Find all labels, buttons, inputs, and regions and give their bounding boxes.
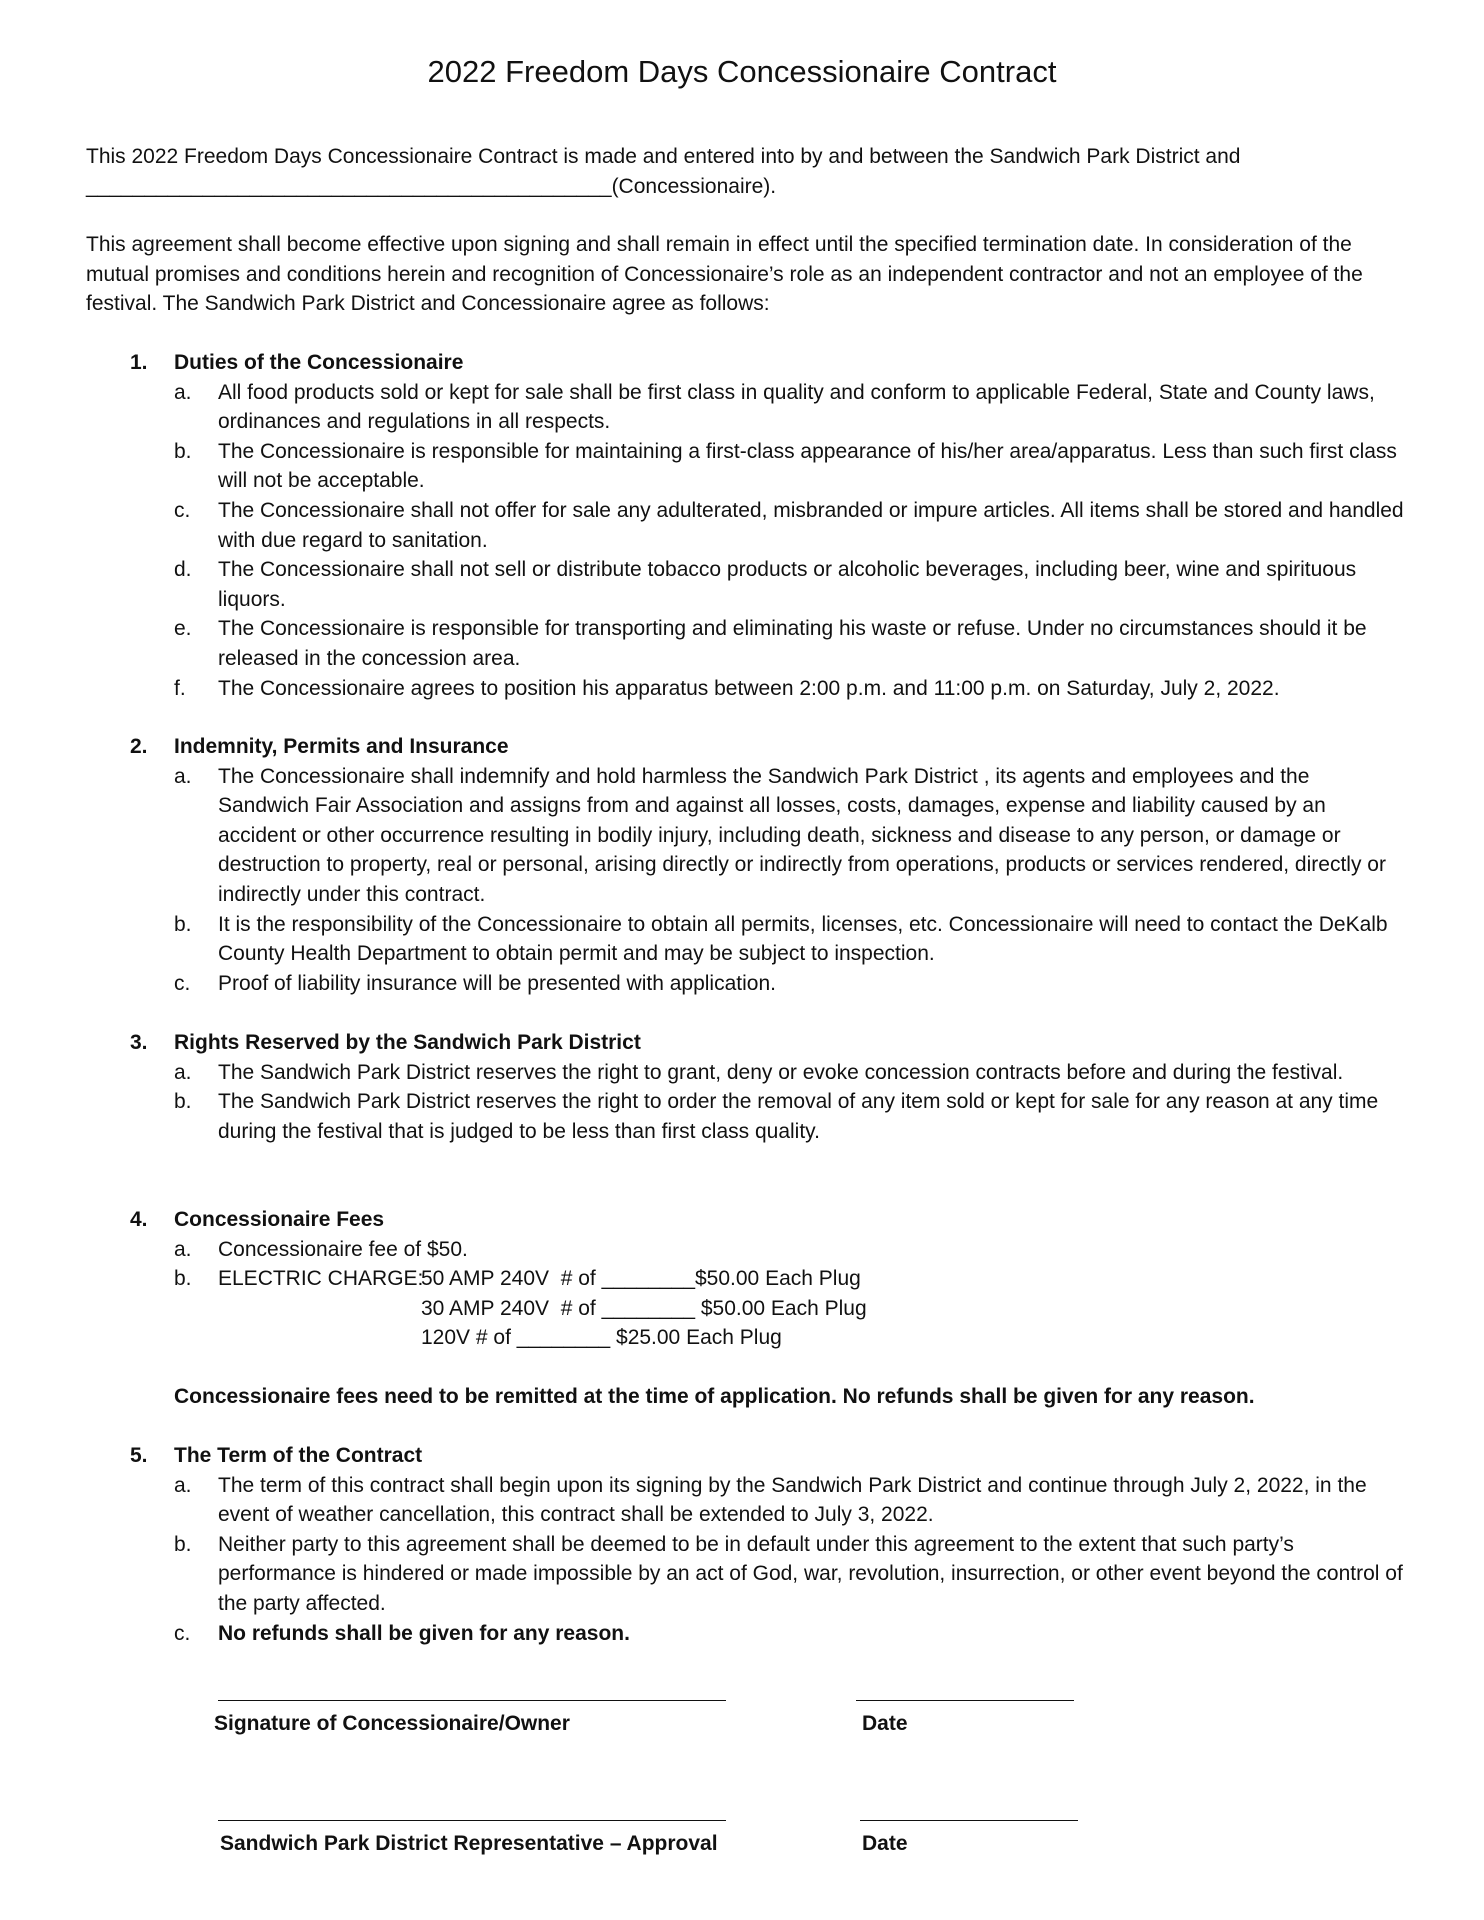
- date-line-district[interactable]: [860, 1820, 1078, 1821]
- fee-item-electric-120v: [86, 1323, 1406, 1353]
- section-term: [86, 1441, 1406, 1648]
- section-heading: 2. Indemnity, Permits and Insurance: [130, 735, 509, 758]
- section-indemnity: [86, 732, 1406, 998]
- signature-label-district: Sandwich Park District Representative – Approval: [220, 1832, 718, 1855]
- fees-note: Concessionaire fees need to be remitted at the time of application. No refunds shall be given for any reason.: [174, 1385, 1255, 1408]
- section-duties: [86, 348, 1406, 703]
- list-item: c. Proof of liability insurance will be presented with application.: [174, 971, 776, 995]
- list-item: d. The Concessionaire shall not sell or distribute tobacco products or alcoholic beverages, including beer, wine and spirituous liquors.: [174, 558, 1357, 611]
- list-item: b. The Concessionaire is responsible for maintaining a first-class appearance of his/her area/apparatus. Less than such first class will not be acceptable.: [174, 439, 1397, 493]
- intro-paragraph: [86, 142, 1406, 201]
- list-item: b. The Sandwich Park District reserves the right to order the removal of any item sold or kept for sale for any reason at any time during the festival that is judged to be less than first class quality.: [174, 1090, 1379, 1143]
- date-label-district: Date: [862, 1832, 908, 1855]
- signature-line-concessionaire[interactable]: [218, 1700, 726, 1701]
- signature-line-district[interactable]: [218, 1820, 726, 1821]
- list-item: c. The Concessionaire shall not offer for sale any adulterated, misbranded or impure articles. All items shall be stored and handled with due regard to sanitation.: [174, 498, 1404, 552]
- section-heading: 1. Duties of the Concessionaire: [130, 351, 464, 374]
- list-item: b. Neither party to this agreement shall be deemed to be in default under this agreement to the extent that such party’s performance is hindered or made impossible by an act of God, war, revolution, insurrection, or other event beyond the control of the party affected.: [174, 1532, 1403, 1615]
- agreement-paragraph: This agreement shall become effective upon signing and shall remain in effect until the specified termination date. In consideration of the mutual promises and conditions herein and recognition of Concessionaire’s role as an independent contractor and not an employee of the festival. The Sandwich Park District and Concessionaire agree as follows:: [86, 233, 1363, 316]
- section-rights: [86, 1028, 1406, 1146]
- section-heading: 5. The Term of the Contract: [130, 1444, 423, 1467]
- section-heading: 4. Concessionaire Fees: [130, 1208, 385, 1231]
- intro-line-1: This 2022 Freedom Days Concessionaire Contract is made and entered into by and between the Sandwich Park District and: [86, 145, 1241, 168]
- fee-item-electric: b. ELECTRIC CHARGE: 50 AMP 240V # of ________$50.00 Each Plug: [86, 1264, 1406, 1294]
- document-title: 2022 Freedom Days Concessionaire Contract: [427, 54, 1057, 89]
- date-line-concessionaire[interactable]: [856, 1700, 1074, 1701]
- list-item: a. The Concessionaire shall indemnify and hold harmless the Sandwich Park District , its agents and employees and the Sandwich Fair Association and assigns from and against all losses, costs, damages, expense and liability caused by an accident or other occurrence resulting in bodily injury, including death, sickness and disease to any person, or damage or destruction to property, real or personal, arising directly or indirectly from operations, products or services rendered, directly or indirectly under this contract.: [174, 764, 1386, 906]
- list-item: a. The term of this contract shall begin upon its signing by the Sandwich Park District and continue through July 2, 2022, in the event of weather cancellation, this contract shall be extended to July 3, 2022.: [174, 1473, 1367, 1527]
- list-item: f. The Concessionaire agrees to position his apparatus between 2:00 p.m. and 11:00 p.m. on Saturday, July 2, 2022.: [174, 676, 1280, 700]
- signature-label-concessionaire: Signature of Concessionaire/Owner: [214, 1712, 570, 1735]
- fee-item-electric-30amp: [86, 1294, 1406, 1324]
- list-item: a. All food products sold or kept for sale shall be first class in quality and conform to applicable Federal, State and County laws, ordinances and regulations in all respects.: [174, 380, 1375, 434]
- plug-120v: 120V # of ________ $25.00 Each Plug: [421, 1326, 782, 1350]
- section-heading: 3. Rights Reserved by the Sandwich Park District: [130, 1031, 641, 1054]
- list-item: c. No refunds shall be given for any reason.: [174, 1621, 630, 1645]
- plug-50amp: 50 AMP 240V # of ________$50.00 Each Plug: [421, 1267, 861, 1291]
- date-label-concessionaire: Date: [862, 1712, 908, 1735]
- list-item: e. The Concessionaire is responsible for transporting and eliminating his waste or refuse. Under no circumstances should it be released in the concession area.: [174, 617, 1367, 670]
- plug-30amp: 30 AMP 240V # of ________ $50.00 Each Plug: [421, 1296, 867, 1320]
- list-item: b. It is the responsibility of the Concessionaire to obtain all permits, licenses, etc. Concessionaire will need to contact the DeKalb County Health Department to obtain permit and may be subject to inspection.: [174, 912, 1388, 966]
- fee-item-a: a. Concessionaire fee of $50.: [174, 1237, 468, 1261]
- section-fees: [86, 1205, 1406, 1353]
- electric-charge-label: ELECTRIC CHARGE:: [218, 1267, 424, 1291]
- concessionaire-name-blank: _____________________________________________(Concessionaire).: [86, 174, 777, 198]
- list-item: a. The Sandwich Park District reserves the right to grant, deny or evoke concession contracts before and during the festival.: [174, 1060, 1344, 1084]
